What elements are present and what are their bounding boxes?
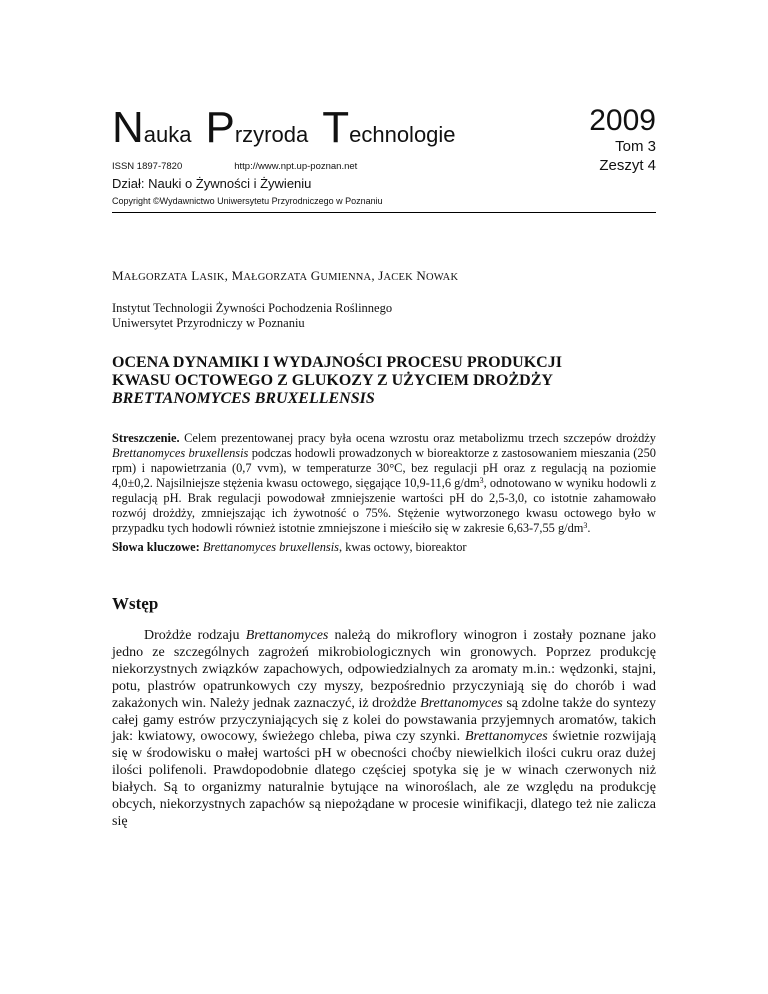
issn-line <box>112 161 357 172</box>
journal-title-word: Technologie <box>322 103 456 152</box>
issue-number: Zeszyt 4 <box>599 157 656 174</box>
article-title <box>112 354 672 408</box>
journal-section: Dział: Nauki o Żywności i Żywieniu <box>112 176 312 191</box>
paragraph: Drożdże rodzaju Brettanomyces należą do mikroflory winogron i zostały poznane jako jedno ze szczególnych zagrożeń mikrobiologicznych win gronowych. Poprzez produkcję niekorzystnych związków zapachowych, odpowiedzialnych za aromaty m.in.: wędzonki, stajni, potu, plastrów opatrunkowych czy myszy, bezpośrednio przyczyniają się do chorób i wad zakażonych win. Należy jednak zaznaczyć, iż drożdże Brettanomyces są zdolne także do syntezy całej gamy estrów przyczyniających się z kolei do powstawania przyjemnych aromatów, takich jak: kwiatowy, owocowy, świeżego chleba, piwa czy szynki. Brettanomyces świetnie rozwijają się w środowisku o małej wartości pH w obecności choćby niewielkich ilości cukru oraz dużej ilości polifenoli. Prawdopodobnie dlatego częściej spotyka się je w winach czerwonych niż białych. Są to organizmy naturalnie bytujące na winoroślach, ale ze względu na produkcję obcych, niekorzystnych zapachów są niepożądane w procesie winifikacji, dlatego też nie zalicza się <box>112 628 656 829</box>
body-text <box>112 628 656 831</box>
author-list <box>112 268 458 284</box>
volume-number: Tom 3 <box>615 138 656 155</box>
journal-title-word: Przyroda <box>205 103 309 152</box>
keywords-label: Słowa kluczowe: <box>112 540 200 554</box>
journal-title-word: Nauka <box>112 103 192 152</box>
author: JACEK NOWAK <box>378 268 459 283</box>
article-title-line: BRETTANOMYCES BRUXELLENSIS <box>112 390 375 407</box>
journal-url-link[interactable]: http://www.npt.up-poznan.net <box>234 161 358 172</box>
issn: ISSN 1897-7820 <box>112 161 183 172</box>
publication-year: 2009 <box>589 104 656 137</box>
author: MAŁGORZATA LASIK, <box>112 268 232 283</box>
abstract-label: Streszczenie. <box>112 431 180 445</box>
affiliation-line: Instytut Technologii Żywności Pochodzenia Roślinnego <box>112 301 393 315</box>
journal-title <box>112 103 470 156</box>
section-heading: Wstęp <box>112 594 159 613</box>
article-title-line: OCENA DYNAMIKI I WYDAJNOŚCI PROCESU PRODUKCJI <box>112 354 562 371</box>
article-title-line: KWASU OCTOWEGO Z GLUKOZY Z UŻYCIEM DROŻDŻY <box>112 372 553 389</box>
copyright-notice: Copyright ©Wydawnictwo Uniwersytetu Przyrodniczego w Poznaniu <box>112 196 383 206</box>
keywords: Słowa kluczowe: Brettanomyces bruxellensis, kwas octowy, bioreaktor <box>112 540 467 554</box>
author: MAŁGORZATA GUMIENNA, <box>231 268 379 283</box>
abstract: Streszczenie. Celem prezentowanej pracy była ocena wzrostu oraz metabolizmu trzech szczepów drożdży Brettanomyces bruxellensis podczas hodowli prowadzonych w bioreaktorze z zastosowaniem mieszania (250 rpm) i napowietrzania (0,7 vvm), w temperaturze 30°C, bez regulacji pH oraz z regulacją na poziomie 4,0±0,2. Najsilniejsze stężenia kwasu octowego, sięgające 10,9-11,6 $g/dm^3$, odnotowano w wyniku hodowli z regulacją pH. Brak regulacji powodował zmniejszenie wartości pH do 2,5-3,0, co istotnie zahamowało rozwój drożdży, zmniejszając ich żywotność o 75%. Stężenie wytworzonego kwasu octowego było w przypadku tych hodowli również istotnie zmniejszone i mieściło się w zakresie 6,63-7,55 $g/dm^3$. <box>112 431 656 535</box>
affiliation-line: Uniwersytet Przyrodniczy w Poznaniu <box>112 316 305 330</box>
header-divider <box>112 212 656 213</box>
affiliation <box>112 301 392 331</box>
